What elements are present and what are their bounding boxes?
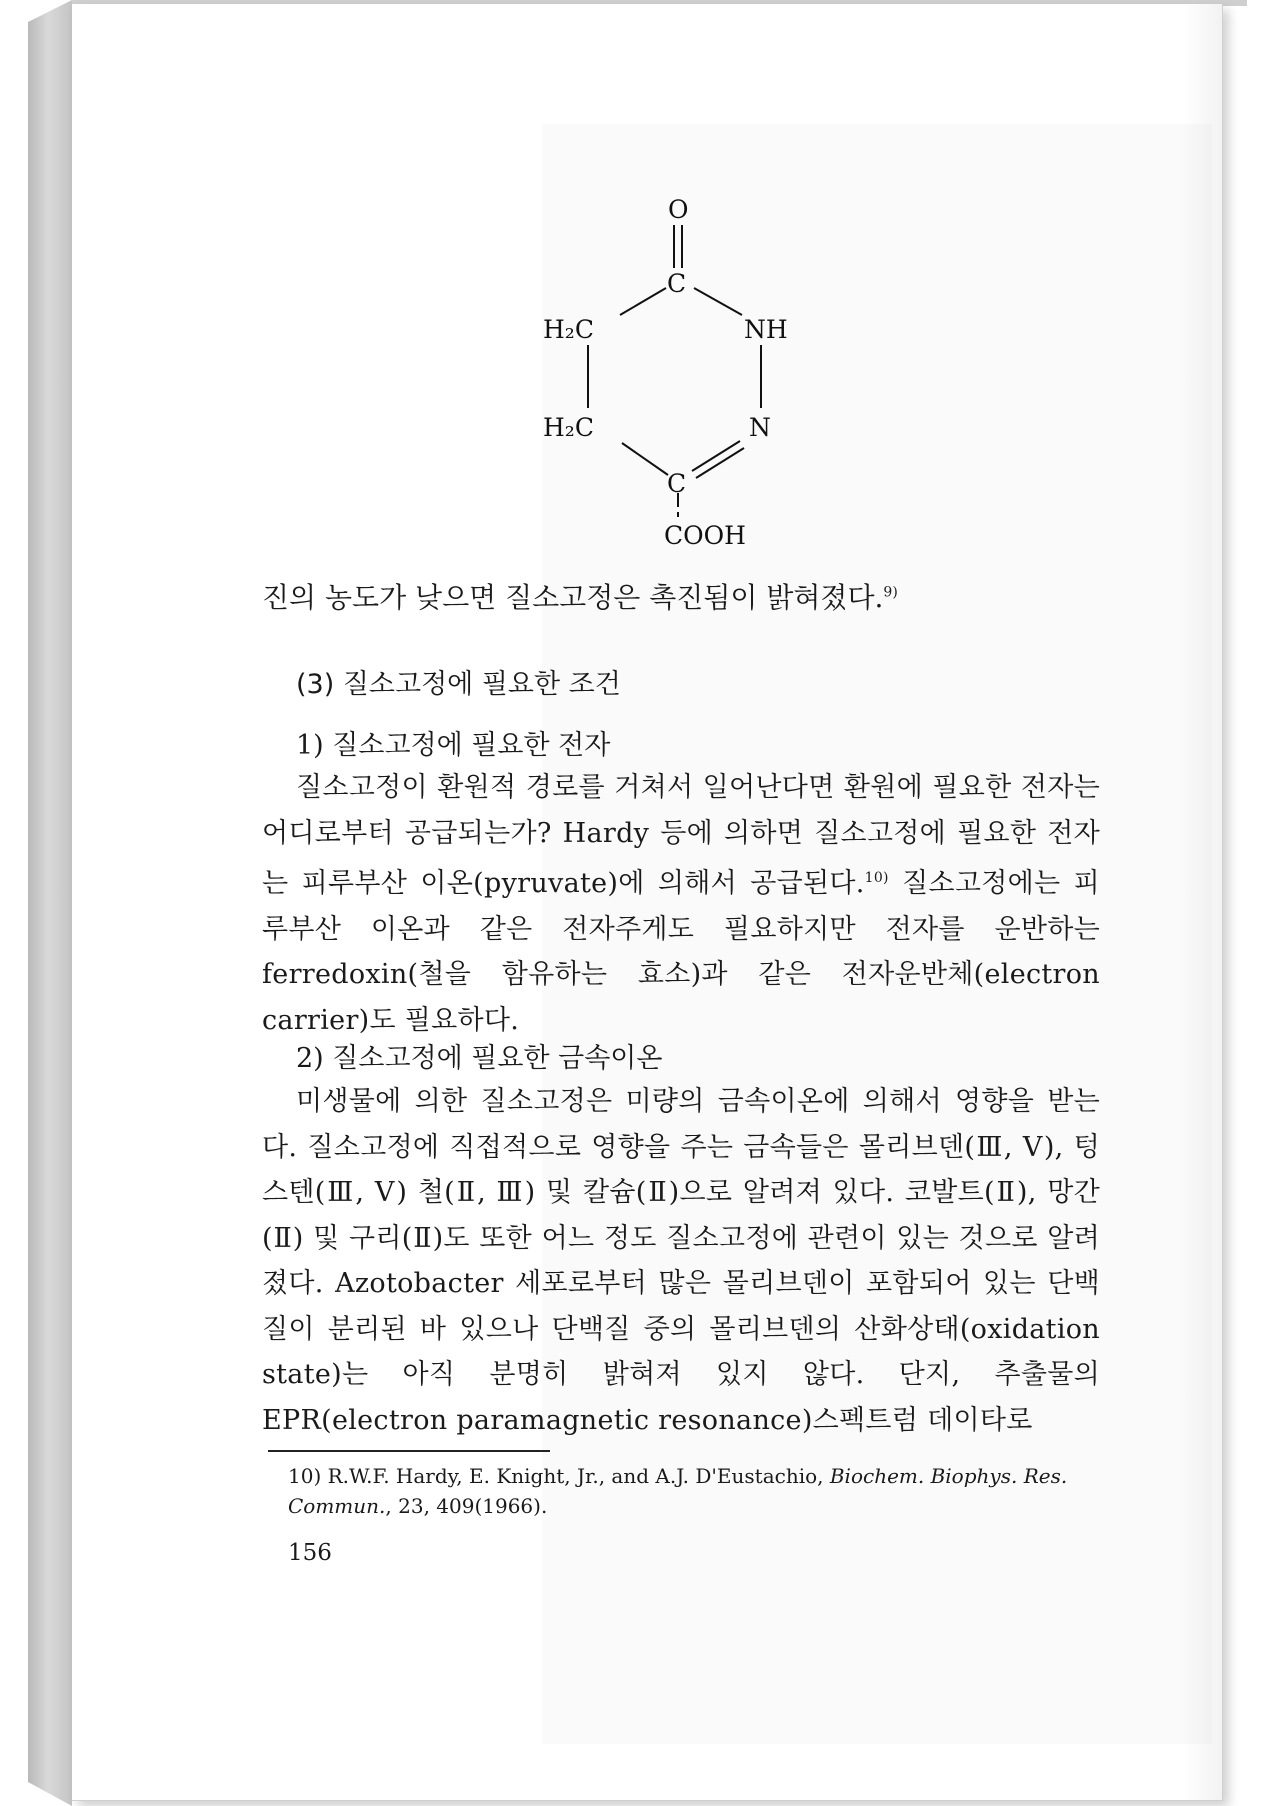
atom-cooh: COOH xyxy=(664,521,746,550)
intro-text: 진의 농도가 낮으면 질소고정은 촉진됨이 밝혀졌다. xyxy=(262,581,884,614)
atom-nitrogen: N xyxy=(749,413,771,442)
paragraph-electrons xyxy=(262,765,1100,1043)
atom-carbon-bottom: C xyxy=(667,469,687,498)
section-heading: (3) 질소고정에 필요한 조건 xyxy=(296,669,621,700)
page-edge-shade xyxy=(1182,4,1222,1800)
footnote-divider xyxy=(268,1450,550,1452)
structure-bonds xyxy=(500,195,820,555)
page-number: 156 xyxy=(288,1540,332,1566)
footnote-details: , 23, 409(1966). xyxy=(385,1494,548,1518)
atom-nh: NH xyxy=(744,315,788,344)
atom-h2c-lower: H₂C xyxy=(543,413,594,442)
atom-oxygen: O xyxy=(668,195,689,224)
paragraph-electrons-part1: 질소고정이 환원적 경로를 거쳐서 일어난다면 환원에 필요한 전자는 어디로부터 공급되는가? Hardy 등에 의하면 질소고정에 필요한 전자는 피루부산 이온(pyruvate)에 의해서 공급된다. xyxy=(262,772,1100,899)
atom-carbon-top: C xyxy=(667,269,687,298)
footnote-authors: 10) R.W.F. Hardy, E. Knight, Jr., and A.J. D'Eustachio, xyxy=(288,1464,830,1488)
paragraph-metal-ions: 미생물에 의한 질소고정은 미량의 금속이온에 의해서 영향을 받는다. 질소고정에 직접적으로 영향을 주는 금속들은 몰리브덴(Ⅲ, Ⅴ), 텅스텐(Ⅲ, Ⅴ) 철(Ⅱ, Ⅲ) 및 칼슘(Ⅱ)으로 알려져 있다. 코발트(Ⅱ), 망간(Ⅱ) 및 구리(Ⅱ)도 또한 어느 정도 질소고정에 관련이 있는 것으로 알려졌다. Azotobacter 세포로부터 많은 몰리브덴이 포함되어 있는 단백질이 분리된 바 있으나 단백질 중의 몰리브덴의 산화상태(oxidation state)는 아직 분명히 밝혀져 있지 않다. 단지, 추출물의 EPR(electron paramagnetic resonance)스펙트럼 데이타로 xyxy=(262,1086,1100,1436)
footnote xyxy=(288,1461,1118,1521)
footnote-journal: Biochem. Biophys. Res. Commun. xyxy=(288,1464,1068,1518)
paragraph-electrons-reference: 10) xyxy=(864,870,889,886)
intro-line xyxy=(262,581,898,614)
subsection-1-heading: 1) 질소고정에 필요한 전자 xyxy=(296,730,611,761)
bond-c-nh xyxy=(694,288,742,315)
subsection-2-heading: 2) 질소고정에 필요한 금속이온 xyxy=(296,1043,663,1074)
bond-h2c-c xyxy=(622,443,668,475)
bond-c-h2c xyxy=(620,288,666,315)
atom-h2c-upper: H₂C xyxy=(543,315,594,344)
paragraph-electrons-part2: 질소고정에는 피루부산 이온과 같은 전자주게도 필요하지만 전자를 운반하는 ferredoxin(철을 함유하는 효소)과 같은 전자운반체(electron carrier)도 필요하다. xyxy=(262,868,1100,1036)
chemical-structure xyxy=(500,195,820,555)
intro-reference: 9) xyxy=(883,584,898,601)
book-spine xyxy=(28,0,72,1806)
